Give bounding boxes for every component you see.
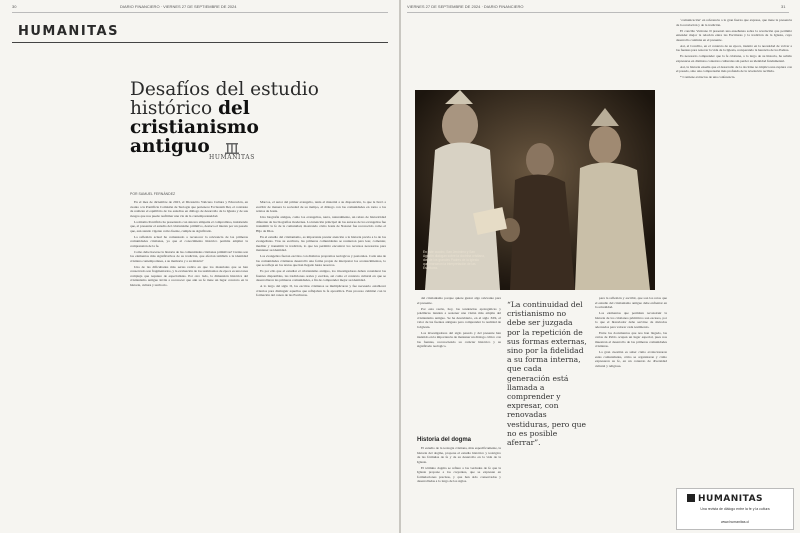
paragraph: Es necesario comprender que la fe cristiana, a lo largo de su historia, ha sabido expresarse en distintos contextos culturales sin perder su identidad fundamental. [676, 54, 792, 63]
right-folio-date: VIERNES 27 DE SEPTIEMBRE DE 2024 · DIARIO FINANCIERO [407, 4, 524, 9]
paragraph: La misma Pontificia ha presentado con sincera simpatía el compromiso, insistiendo que, al presentar el estudio del cristianismo primitivo, destaca el interés por un pasado que, aun siendo vigente como fuente, cumple su significado. [130, 219, 248, 233]
column-ornament-icon [200, 141, 264, 155]
paragraph: Una de las dificultades más serias radica en que los materiales que se han conservado son fragmentarios, y la evaluación de los testimonios de época es una tarea compleja que requiere de especialistas. Por otro lado, la dimensión histórica del cristianismo antiguo invita a reconocer que aún su fe tiene un lugar concreto en la historia, cultura y territorio. [130, 264, 248, 287]
paragraph: Por esta razón, hoy, las tendencias apologéticas y polémicas tienden a sostener una visión más amplia del cristianismo antiguo. Se ha descubierto, en el siglo XIX, el valor de las fuentes antiguas para comprender la realidad de la Iglesia. [417, 306, 501, 329]
right-column-b [595, 296, 667, 526]
paragraph: El concilio Vaticano II presentó una enseñanza sobre la revelación que permitió entender mejor la relación entre las Escrituras y la tradición de la Iglesia, cuyo desarrollo continúa en el presente. [676, 28, 792, 42]
paragraph: Así, la historia enseña que el desarrollo de la doctrina no implica una ruptura con el pasado, sino una comprensión más profunda de la revelación recibida. [676, 64, 792, 73]
headline-light: Desafíos del estudio histórico [130, 79, 319, 119]
paragraph: Marcos, el autor del primer evangelio, tenía el material a su disposición, lo que le llevó a escribir de manera la sociedad de su tiempo, el diálogo con las comunidades en torno a los relatos de Jesús. [256, 200, 386, 213]
paragraph: La reflexión actual ha comenzado a reconocer la relevancia de las primeras comunidades cristianas, ya que el conocimiento histórico permite ampliar la comprensión de la fe. [130, 234, 248, 248]
paragraph: Así, el Concilio, en el contexto de su época, insistió en la necesidad de volver a las fuentes para renovar la vida de la Iglesia, recuperando la herencia de los Padres. [676, 43, 792, 52]
left-page [0, 0, 399, 533]
paragraph: En el mes de diciembre de 2023, el Dicastério Vaticano Cultura y Educación, en cuanto a la Pontificia Comisión de Teología que pertenece Ecclesiam Dei, el contraste de realizan el equilibrio de los estudios en diálogo de desarrollo de la Iglesia y de sus riesgos que nos puede reafirmar una vía de la contemporaneidad. [130, 200, 248, 218]
painting-image [415, 90, 655, 290]
left-folio-date: DIARIO FINANCIERO · VIERNES 27 DE SEPTIEMBRE DE 2024 [120, 4, 237, 9]
section-title: HUMANITAS [18, 24, 119, 39]
logo-wordmark: HUMANITAS [209, 154, 255, 161]
paragraph: del cristianismo porque quiere gustar algo relevante para el presente. [417, 296, 501, 305]
left-column-2 [256, 200, 386, 525]
paragraph: Una biografía antigua, como los evangelios, narra, naturalmente, un relato de historicidad diferente de las biografías modernas. La intención principal de los autores de los evangelios fue transmitir la fe de la comunidad, mostrando cómo Jesús de Nazaret fue reconocido como el Hijo de Dios. [256, 215, 386, 233]
left-column-1 [130, 200, 248, 525]
paragraph: Los elementos que permiten reconstruir la historia de los cristianos primitivos son escasos, por lo que el historiador debe servirse de métodos adecuados para valorar cada testimonio. [595, 311, 667, 329]
subheading-historia-del-dogma: Historia del dogma [417, 437, 472, 443]
right-column-a-bottom [417, 446, 501, 528]
paragraph: Los evangelios fueron escritos con distintos propósitos teológicos y pastorales. Cada una de las comunidades cristianas desarrolló una forma propia de interpretar los acontecimientos, lo que se refleja en los textos que han llegado hasta nosotros. [256, 254, 386, 267]
ad-tagline: Una revista de diálogo entre la fe y la cultura [700, 507, 770, 511]
ad-url: www.humanitas.cl [720, 520, 749, 524]
paragraph: Los investigadores del siglo pasado y del presente han insistido en la importancia de mantener un diálogo crítico con las fuentes, reconociendo su carácter histórico y su significado teológico. [417, 330, 501, 348]
painting-caption: En este cuadro, San Jerónimo y San Agustín dialogan sobre la doctrina cristiana, dos de los grandes Padres de la Iglesia que marcaron la interpretación de las Escrituras. [423, 250, 485, 270]
paragraph: La gran cuestión es saber cómo evolucionaron estas comunidades, cómo se organizaron y cómo expresaron su fe, en un contexto de diversidad cultural y religiosa. [595, 350, 667, 368]
pull-quote: “La continuidad del cristianismo no debe ser juzgada por la repetición de sus formas externas, sino por la fidelidad a su forma interna, que cada generación está llamada a comprender y expresar, con renovadas vestiduras, pero que no es posible aferrar”. [507, 300, 587, 448]
paragraph: para la reflexión y escribir, que son los retos que el estudio del cristianismo antiguo debe enfrentar en la actualidad. [595, 296, 667, 309]
paragraph: Entre los documentos que nos han llegado, las cartas de Pablo ocupan un lugar especial, pues nos muestran el desarrollo de las primeras comunidades cristianas. [595, 330, 667, 348]
right-column-c [676, 18, 792, 484]
humanitas-logo [200, 140, 264, 170]
paragraph: Como debe hacerse la historia de las comunidades cristianas primitivas? Cuáles son los elementos más significativos de su tradición, que afectan también a la identidad cristiana contemporánea, a su memoria y a su misión? [130, 249, 248, 263]
header-rule [407, 12, 789, 13]
paragraph: El estudio de la teología cristiana, más específicamente, la historia del dogma, propone el estudio histórico y teológico de las fórmulas de fe y de su desarrollo en la vida de la Iglesia. [417, 446, 501, 464]
right-folio-number: 31 [781, 4, 786, 9]
left-folio-number: 30 [12, 4, 17, 9]
headline-bold-1: del [218, 98, 250, 119]
right-page [401, 0, 800, 533]
ad-logo: HUMANITAS [687, 494, 763, 504]
paragraph: Es por ello que al estudiar el cristianismo antiguo, los investigadores deben considerar las fuentes disponibles, las tradiciones orales y escritas, así como el contexto cultural en que se desarrollaron las primeras comunidades, a fin de comprender mejor su identidad. [256, 269, 386, 282]
section-rule [12, 42, 388, 43]
headline-bold-2: cristianismo antiguo [130, 117, 259, 157]
paragraph: En el estudio del cristianismo, es importante prestar atención a la historia previa a la de los evangelistas. Tras su escritura, las primeras comunidades se reunieron para leer, comentar, meditar y transmitir la tradición, lo que les permitió encontrar los recursos necesarios para mantener su identidad. [256, 234, 386, 252]
paragraph: A lo largo del siglo II, los escritos cristianos se multiplicaron y fue necesario establecer criterios para distinguir aquellos que reflejaban la fe apostólica. Este proceso culminó con la formación del canon de las Escrituras. [256, 284, 386, 297]
paragraph: El término dogma se refiere a las verdades de fe que la Iglesia propone a los creyentes, que se expresan en formulaciones precisas, y que han sido conservadas y desarrolladas a lo largo de los siglos. [417, 465, 501, 483]
paragraph: ‘comunicación’ en referencia a la gran fuerza que expresa, que tiene la presencia de la revelación y de la tradición. [676, 18, 792, 27]
humanitas-ad [676, 488, 794, 530]
right-column-a [417, 296, 501, 431]
byline: POR SAMUEL FERNÁNDEZ [130, 192, 176, 196]
footnote: * Contiene extractos de una conferencia. [680, 75, 736, 79]
header-rule [12, 12, 388, 13]
